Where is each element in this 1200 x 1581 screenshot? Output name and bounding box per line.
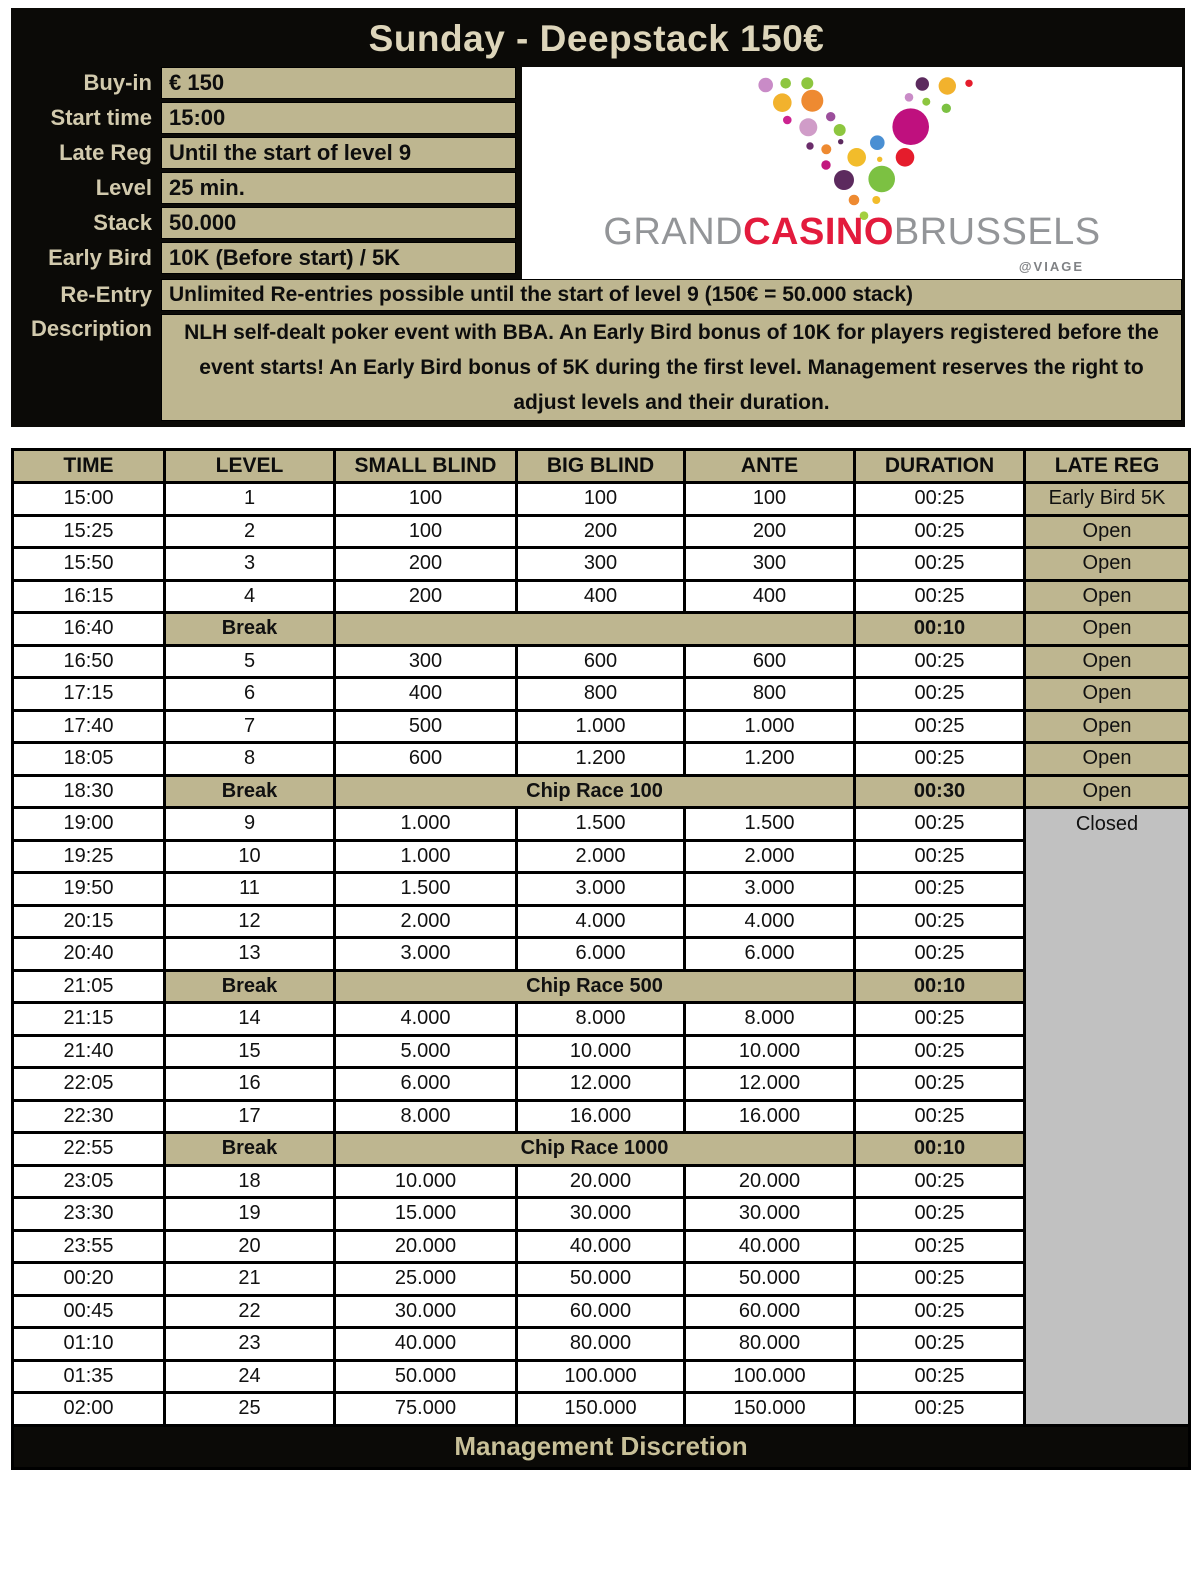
ante-cell: 200 (685, 515, 855, 548)
level-cell: 6 (165, 678, 335, 711)
small-blind-cell: 30.000 (335, 1295, 517, 1328)
duration-cell: 00:25 (855, 580, 1025, 613)
big-blind-cell: 1.500 (517, 808, 685, 841)
level-row (13, 1295, 1190, 1328)
time-cell: 21:40 (13, 1035, 165, 1068)
level-cell: 18 (165, 1165, 335, 1198)
level-row (13, 905, 1190, 938)
break-row (13, 613, 1190, 646)
time-cell: 22:05 (13, 1068, 165, 1101)
early-bird-value: 10K (Before start) / 5K (161, 242, 516, 274)
late-reg-label: Late Reg (59, 140, 152, 165)
big-blind-cell: 1.200 (517, 743, 685, 776)
duration-cell: 00:25 (855, 1393, 1025, 1426)
stack-value: 50.000 (161, 207, 516, 239)
description-label: Description (30, 316, 152, 341)
level-row (13, 678, 1190, 711)
duration-cell: 00:25 (855, 1230, 1025, 1263)
info-panel (11, 8, 1185, 427)
info-row-buyin (11, 67, 516, 99)
level-row (13, 645, 1190, 678)
big-blind-cell: 40.000 (517, 1230, 685, 1263)
info-row-start-time (11, 102, 516, 134)
time-cell: 16:15 (13, 580, 165, 613)
ante-cell: 60.000 (685, 1295, 855, 1328)
late-reg-cell: Open (1025, 645, 1190, 678)
level-cell: 5 (165, 645, 335, 678)
break-note-cell: Chip Race 100 (335, 775, 855, 808)
level-row (13, 938, 1190, 971)
small-blind-cell: 25.000 (335, 1263, 517, 1296)
duration-cell: 00:25 (855, 645, 1025, 678)
brand-grand: GRAND (603, 211, 744, 253)
level-cell: 7 (165, 710, 335, 743)
ante-cell: 8.000 (685, 1003, 855, 1036)
big-blind-cell: 3.000 (517, 873, 685, 906)
duration-cell: 00:10 (855, 970, 1025, 1003)
level-cell: 1 (165, 483, 335, 516)
duration-cell: 00:25 (855, 905, 1025, 938)
ante-cell: 1.200 (685, 743, 855, 776)
start-time-label: Start time (50, 105, 152, 130)
break-row (13, 1133, 1190, 1166)
duration-cell: 00:25 (855, 1003, 1025, 1036)
big-blind-cell: 100.000 (517, 1360, 685, 1393)
small-blind-cell: 1.000 (335, 840, 517, 873)
time-cell: 21:15 (13, 1003, 165, 1036)
buyin-value: € 150 (161, 67, 516, 99)
small-blind-cell: 300 (335, 645, 517, 678)
big-blind-cell: 1.000 (517, 710, 685, 743)
level-cell: 23 (165, 1328, 335, 1361)
time-cell: 23:05 (13, 1165, 165, 1198)
duration-cell: 00:25 (855, 1100, 1025, 1133)
level-value: 25 min. (161, 172, 516, 204)
big-blind-cell: 16.000 (517, 1100, 685, 1133)
blind-structure-table (11, 448, 1191, 1470)
time-cell: 19:50 (13, 873, 165, 906)
level-label: Level (95, 175, 152, 200)
casino-logo (522, 67, 1182, 279)
ante-cell: 10.000 (685, 1035, 855, 1068)
level-row (13, 873, 1190, 906)
info-row-late-reg (11, 137, 516, 169)
small-blind-cell: 8.000 (335, 1100, 517, 1133)
duration-cell: 00:25 (855, 548, 1025, 581)
duration-cell: 00:10 (855, 1133, 1025, 1166)
time-cell: 01:35 (13, 1360, 165, 1393)
ante-cell: 2.000 (685, 840, 855, 873)
col-header-big-blind: BIG BLIND (517, 450, 685, 483)
level-row (13, 515, 1190, 548)
brand-casino: CASINO (743, 211, 894, 253)
small-blind-cell: 40.000 (335, 1328, 517, 1361)
small-blind-cell: 500 (335, 710, 517, 743)
small-blind-cell: 400 (335, 678, 517, 711)
level-cell: 3 (165, 548, 335, 581)
break-label-cell: Break (165, 613, 335, 646)
spacer (11, 427, 1192, 448)
ante-cell: 100 (685, 483, 855, 516)
time-cell: 21:05 (13, 970, 165, 1003)
level-row (13, 548, 1190, 581)
ante-cell: 3.000 (685, 873, 855, 906)
level-cell: 10 (165, 840, 335, 873)
ante-cell: 150.000 (685, 1393, 855, 1426)
time-cell: 00:20 (13, 1263, 165, 1296)
late-reg-value: Until the start of level 9 (161, 137, 516, 169)
level-cell: 11 (165, 873, 335, 906)
level-cell: 4 (165, 580, 335, 613)
big-blind-cell: 300 (517, 548, 685, 581)
stack-label: Stack (93, 210, 152, 235)
level-row (13, 1100, 1190, 1133)
level-cell: 14 (165, 1003, 335, 1036)
brand-viage-tag: @VIAGE (1018, 259, 1084, 274)
late-reg-cell: Open (1025, 613, 1190, 646)
small-blind-cell: 20.000 (335, 1230, 517, 1263)
time-cell: 19:00 (13, 808, 165, 841)
break-note-cell: Chip Race 500 (335, 970, 855, 1003)
ante-cell: 12.000 (685, 1068, 855, 1101)
col-header-time: TIME (13, 450, 165, 483)
big-blind-cell: 600 (517, 645, 685, 678)
break-label-cell: Break (165, 775, 335, 808)
ante-cell: 6.000 (685, 938, 855, 971)
big-blind-cell: 10.000 (517, 1035, 685, 1068)
time-cell: 23:30 (13, 1198, 165, 1231)
level-cell: 8 (165, 743, 335, 776)
duration-cell: 00:25 (855, 1068, 1025, 1101)
level-row (13, 1360, 1190, 1393)
level-row (13, 808, 1190, 841)
ante-cell: 1.500 (685, 808, 855, 841)
level-cell: 16 (165, 1068, 335, 1101)
duration-cell: 00:30 (855, 775, 1025, 808)
duration-cell: 00:25 (855, 808, 1025, 841)
duration-cell: 00:25 (855, 743, 1025, 776)
time-cell: 22:55 (13, 1133, 165, 1166)
time-cell: 00:45 (13, 1295, 165, 1328)
level-row (13, 1165, 1190, 1198)
level-row (13, 1003, 1190, 1036)
info-row-early-bird (11, 242, 516, 274)
big-blind-cell: 80.000 (517, 1328, 685, 1361)
viage-v-bubbles-icon (714, 70, 1014, 230)
big-blind-cell: 20.000 (517, 1165, 685, 1198)
late-reg-cell: Open (1025, 515, 1190, 548)
ante-cell: 40.000 (685, 1230, 855, 1263)
small-blind-cell: 4.000 (335, 1003, 517, 1036)
ante-cell: 600 (685, 645, 855, 678)
late-reg-cell: Open (1025, 743, 1190, 776)
duration-cell: 00:25 (855, 840, 1025, 873)
level-row (13, 1263, 1190, 1296)
small-blind-cell: 1.000 (335, 808, 517, 841)
duration-cell: 00:10 (855, 613, 1025, 646)
late-reg-cell: Closed (1025, 808, 1190, 1426)
late-reg-cell: Open (1025, 775, 1190, 808)
big-blind-cell: 50.000 (517, 1263, 685, 1296)
time-cell: 17:40 (13, 710, 165, 743)
level-cell: 17 (165, 1100, 335, 1133)
level-cell: 22 (165, 1295, 335, 1328)
brand-wordmark (522, 211, 1182, 254)
level-row (13, 1328, 1190, 1361)
level-row (13, 1230, 1190, 1263)
duration-cell: 00:25 (855, 1263, 1025, 1296)
col-header-level: LEVEL (165, 450, 335, 483)
time-cell: 20:15 (13, 905, 165, 938)
ante-cell: 4.000 (685, 905, 855, 938)
big-blind-cell: 4.000 (517, 905, 685, 938)
level-cell: 15 (165, 1035, 335, 1068)
break-label-cell: Break (165, 1133, 335, 1166)
time-cell: 15:00 (13, 483, 165, 516)
time-cell: 23:55 (13, 1230, 165, 1263)
big-blind-cell: 2.000 (517, 840, 685, 873)
time-cell: 01:10 (13, 1328, 165, 1361)
small-blind-cell: 10.000 (335, 1165, 517, 1198)
time-cell: 16:50 (13, 645, 165, 678)
header-row (13, 450, 1190, 483)
small-blind-cell: 15.000 (335, 1198, 517, 1231)
ante-cell: 20.000 (685, 1165, 855, 1198)
duration-cell: 00:25 (855, 873, 1025, 906)
duration-cell: 00:25 (855, 938, 1025, 971)
description-value: NLH self-dealt poker event with BBA. An Early Bird bonus of 10K for players registered before the event starts! An Early Bird bonus of 5K during the first level. Management reserves the right to adjust levels and their duration. (161, 314, 1182, 421)
duration-cell: 00:25 (855, 678, 1025, 711)
footer-row (13, 1425, 1190, 1468)
level-cell: 12 (165, 905, 335, 938)
small-blind-cell: 100 (335, 515, 517, 548)
break-note-cell: Chip Race 1000 (335, 1133, 855, 1166)
small-blind-cell: 50.000 (335, 1360, 517, 1393)
level-cell: 20 (165, 1230, 335, 1263)
small-blind-cell: 200 (335, 580, 517, 613)
schedule-body (13, 483, 1190, 1426)
big-blind-cell: 200 (517, 515, 685, 548)
late-reg-cell: Open (1025, 580, 1190, 613)
small-blind-cell: 3.000 (335, 938, 517, 971)
brand-brussels: BRUSSELS (893, 211, 1101, 253)
level-cell: 21 (165, 1263, 335, 1296)
info-row-level (11, 172, 516, 204)
time-cell: 02:00 (13, 1393, 165, 1426)
big-blind-cell: 12.000 (517, 1068, 685, 1101)
late-reg-cell: Open (1025, 678, 1190, 711)
col-header-late-reg: LATE REG (1025, 450, 1190, 483)
page-title: Sunday - Deepstack 150€ (368, 18, 825, 59)
col-header-small-blind: SMALL BLIND (335, 450, 517, 483)
late-reg-cell: Open (1025, 710, 1190, 743)
time-cell: 19:25 (13, 840, 165, 873)
level-cell: 13 (165, 938, 335, 971)
duration-cell: 00:25 (855, 710, 1025, 743)
level-row (13, 1068, 1190, 1101)
small-blind-cell: 100 (335, 483, 517, 516)
level-cell: 24 (165, 1360, 335, 1393)
big-blind-cell: 30.000 (517, 1198, 685, 1231)
level-row (13, 1393, 1190, 1426)
level-cell: 19 (165, 1198, 335, 1231)
ante-cell: 50.000 (685, 1263, 855, 1296)
col-header-duration: DURATION (855, 450, 1025, 483)
col-header-ante: ANTE (685, 450, 855, 483)
management-discretion-banner: Management Discretion (13, 1425, 1190, 1468)
big-blind-cell: 150.000 (517, 1393, 685, 1426)
duration-cell: 00:25 (855, 1165, 1025, 1198)
info-row-stack (11, 207, 516, 239)
duration-cell: 00:25 (855, 1295, 1025, 1328)
time-cell: 18:30 (13, 775, 165, 808)
level-row (13, 743, 1190, 776)
small-blind-cell: 5.000 (335, 1035, 517, 1068)
re-entry-value: Unlimited Re-entries possible until the start of level 9 (150€ = 50.000 stack) (161, 279, 1182, 311)
level-cell: 25 (165, 1393, 335, 1426)
ante-cell: 30.000 (685, 1198, 855, 1231)
ante-cell: 1.000 (685, 710, 855, 743)
start-time-value: 15:00 (161, 102, 516, 134)
level-row (13, 1035, 1190, 1068)
time-cell: 16:40 (13, 613, 165, 646)
ante-cell: 16.000 (685, 1100, 855, 1133)
level-row (13, 483, 1190, 516)
small-blind-cell: 2.000 (335, 905, 517, 938)
level-cell: 9 (165, 808, 335, 841)
level-row (13, 580, 1190, 613)
early-bird-label: Early Bird (48, 245, 152, 270)
time-cell: 15:25 (13, 515, 165, 548)
big-blind-cell: 6.000 (517, 938, 685, 971)
info-row-re-entry (11, 279, 1182, 311)
time-cell: 17:15 (13, 678, 165, 711)
ante-cell: 400 (685, 580, 855, 613)
duration-cell: 00:25 (855, 515, 1025, 548)
duration-cell: 00:25 (855, 1198, 1025, 1231)
ante-cell: 80.000 (685, 1328, 855, 1361)
big-blind-cell: 400 (517, 580, 685, 613)
big-blind-cell: 800 (517, 678, 685, 711)
ante-cell: 100.000 (685, 1360, 855, 1393)
small-blind-cell: 6.000 (335, 1068, 517, 1101)
break-row (13, 970, 1190, 1003)
late-reg-cell: Early Bird 5K (1025, 483, 1190, 516)
level-row (13, 840, 1190, 873)
ante-cell: 800 (685, 678, 855, 711)
big-blind-cell: 60.000 (517, 1295, 685, 1328)
break-note-cell (335, 613, 855, 646)
time-cell: 18:05 (13, 743, 165, 776)
late-reg-cell: Open (1025, 548, 1190, 581)
duration-cell: 00:25 (855, 1360, 1025, 1393)
level-row (13, 1198, 1190, 1231)
big-blind-cell: 100 (517, 483, 685, 516)
small-blind-cell: 1.500 (335, 873, 517, 906)
level-row (13, 710, 1190, 743)
time-cell: 22:30 (13, 1100, 165, 1133)
big-blind-cell: 8.000 (517, 1003, 685, 1036)
time-cell: 20:40 (13, 938, 165, 971)
duration-cell: 00:25 (855, 1035, 1025, 1068)
duration-cell: 00:25 (855, 483, 1025, 516)
info-row-description (11, 314, 1182, 421)
duration-cell: 00:25 (855, 1328, 1025, 1361)
re-entry-label: Re-Entry (60, 282, 152, 307)
info-fields (11, 67, 516, 277)
time-cell: 15:50 (13, 548, 165, 581)
small-blind-cell: 600 (335, 743, 517, 776)
level-cell: 2 (165, 515, 335, 548)
break-row (13, 775, 1190, 808)
ante-cell: 300 (685, 548, 855, 581)
small-blind-cell: 75.000 (335, 1393, 517, 1426)
small-blind-cell: 200 (335, 548, 517, 581)
buyin-label: Buy-in (83, 70, 152, 95)
break-label-cell: Break (165, 970, 335, 1003)
